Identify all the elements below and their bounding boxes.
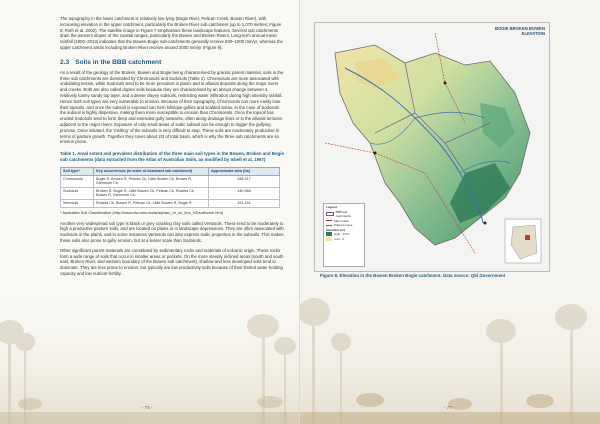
table-header: Approximate area (ha) (209, 167, 280, 175)
table-cell: 140,968 (209, 187, 280, 199)
legend-label: High : 1070 (334, 232, 350, 237)
table-footnote: * Australian Soil Classification (http://www.clw.csiro.au/aclep/asc_re_on_line_V2/soilhome.htm) (60, 209, 224, 215)
legend-item (326, 237, 362, 241)
legend-swatch (326, 212, 334, 216)
section-heading (60, 59, 284, 66)
legend-item (326, 210, 362, 218)
legend-item (326, 223, 362, 227)
table-row (61, 199, 280, 207)
left-page-content (60, 16, 284, 281)
table-header: Key occurrences (in order of dominant sub catchment) (94, 167, 209, 175)
table-header: Soil type* (61, 167, 94, 175)
parent-materials-paragraph: Other significant parent materials are constituted by sedimentary rocks and materials of volcanic origin. These rocks form a wide range of soils that occur in smaller areas or pockets. On the more steeply inclined areas (south and south east, Broken River, and western boundary of the Bowen sub catchment), shallow and less developed soils tend to dominate. They are less prone to erosion, but typically are low productivity soils because of their limited water holding capacity and low nutrient fertility. (60, 247, 284, 276)
table-header-row (61, 167, 280, 175)
legend-label: Elevation (m) (326, 227, 345, 232)
soil-types-table (60, 167, 280, 208)
soils-paragraph: As a result of the geology of the Broken, Bowen and Bogie being characterised by granitic parent material, soils in the three sub catchments are dominated by Chromosols and Sodosols (Table 1). Chromosols are more associated with undulating terrain, while Sodosols tend to be more prevalent in plains and in alluvial deposits along the major rivers and creeks. Both are also called duplex soils because they are characterised by an abrupt change between a relatively loamy sandy top layer, and a dense clayey subsoils, restricting water infiltration during high intensity rainfall. Hence both soil types are very vulnerable to erosion. Because of their topography, Chromosols can more easily lose their topsoils, and once the subsoil is exposed can form hillslope gullies and scalded areas. In the case of Sodosols the subsoil is highly dispersive, making them more susceptible to erosion than Chromosols. Once the topsoil has eroded Sodosols tend to form deep and extended gully networks, often along drainage lines or in the alluvial terraces adjacent to the major rivers. Exposure of only small areas of sodic subsoil can be enough to trigger the gullying process. Once initiated, the 'melting' of the subsoils is very difficult to stop. These soils are moderately productive in terms of pasture growth. Together they cover about 2/3 of total basin, which is why the three sub catchments are so erosion prone. (60, 69, 284, 145)
legend-label: Low : 0 (334, 236, 344, 241)
section-title: Soils in the BBB catchment (75, 58, 162, 66)
legend-title: Legend (326, 205, 337, 209)
table-cell: 288,317 (209, 175, 280, 187)
savanna-background-image (300, 274, 600, 424)
vertosols-paragraph: Another very widespread soil type is black or grey cracking clay soils called Vertosols. These tend to be moderately to high a productive pasture soils, and are located on plains or in landscape depressions. They are often associated with Sodosols in the plains, and in some instances Vertosols can also express sodic properties in the subsoils. This makes these soils also prone to gully erosion, but at a lesser scale than Sodosols. (60, 220, 284, 243)
map-legend (323, 203, 365, 267)
legend-item (326, 228, 362, 232)
legend-swatch (326, 220, 332, 221)
legend-swatch (326, 232, 332, 236)
table-cell: Bogie R, Broken R, Pelican Ck, Little Bowen Ck, Bowen R, Glenmore Ck, (94, 175, 209, 187)
page-number-left: - 74 - (142, 405, 153, 410)
section-number: 2.3 (60, 58, 70, 66)
table-cell: Sodosols (61, 187, 94, 199)
legend-item (326, 232, 362, 236)
elevation-map (314, 22, 550, 272)
map-title-line: ELEVATION (521, 31, 545, 36)
table-cell: 151,431 (209, 199, 280, 207)
table-row (61, 175, 280, 187)
table-cell: Rosella Ck, Bowen R, Pelican Ck, Little Bowen R, Bogie R (94, 199, 209, 207)
savanna-background-image (0, 274, 300, 424)
legend-label: Main roads (334, 218, 349, 223)
figure-caption: Figure 8. Elevation in the Bowen Broken Bogie catchment. Data source: Qld Government (320, 273, 506, 278)
intro-paragraph: The topography in the lower catchment is relatively low lying (Bogie River, Pelican Creek, Bowen River), with increasing elevation in the upper catchment, particularly the Broken River sub catchment (up to 1,070 metres; Figure 8; Roth et al. 2002). The satellite image in Figure 7 emphasises these landscape features. Several sub catchments drain the western slopes of the coastal ranges, particularly the Bowen and Broken Rivers. Long-term annual mean rainfall (1900–2013) indicates that the Bowen-Bogie sub-catchments generally receive 600–1000 mm/yr, whereas the upper catchment areas including Broken River receive around 2000 mm/yr (Figure 9). (60, 16, 283, 50)
table-cell: Broken R, Bogie R, Little Bowen Ck, Pelican Ck, Rosella Ck, Bowen R, Glenmore Ck, (94, 187, 209, 199)
right-page (300, 0, 600, 424)
legend-swatch (326, 225, 332, 226)
legend-label: Watercourses (334, 223, 353, 228)
table-cell: Chromosols (61, 175, 94, 187)
map-title (495, 26, 545, 36)
table-cell: Vertosols (61, 199, 94, 207)
map-title-line: BOGIE BROKEN BOWEN (494, 26, 545, 31)
legend-label: BBB sub catchments (335, 210, 352, 218)
table-row (61, 187, 280, 199)
legend-item (326, 219, 362, 223)
page-number-right: - 77 - (444, 405, 455, 410)
table-caption: Table 1. Areal extent and prevalent distribution of the three main soil types in the Bowen, Broken and Bogie sub catchments (data extracted from the Atlas of Australian Soils, as modified by Isbell et al, 1997) (60, 151, 284, 163)
legend-swatch (326, 237, 332, 241)
